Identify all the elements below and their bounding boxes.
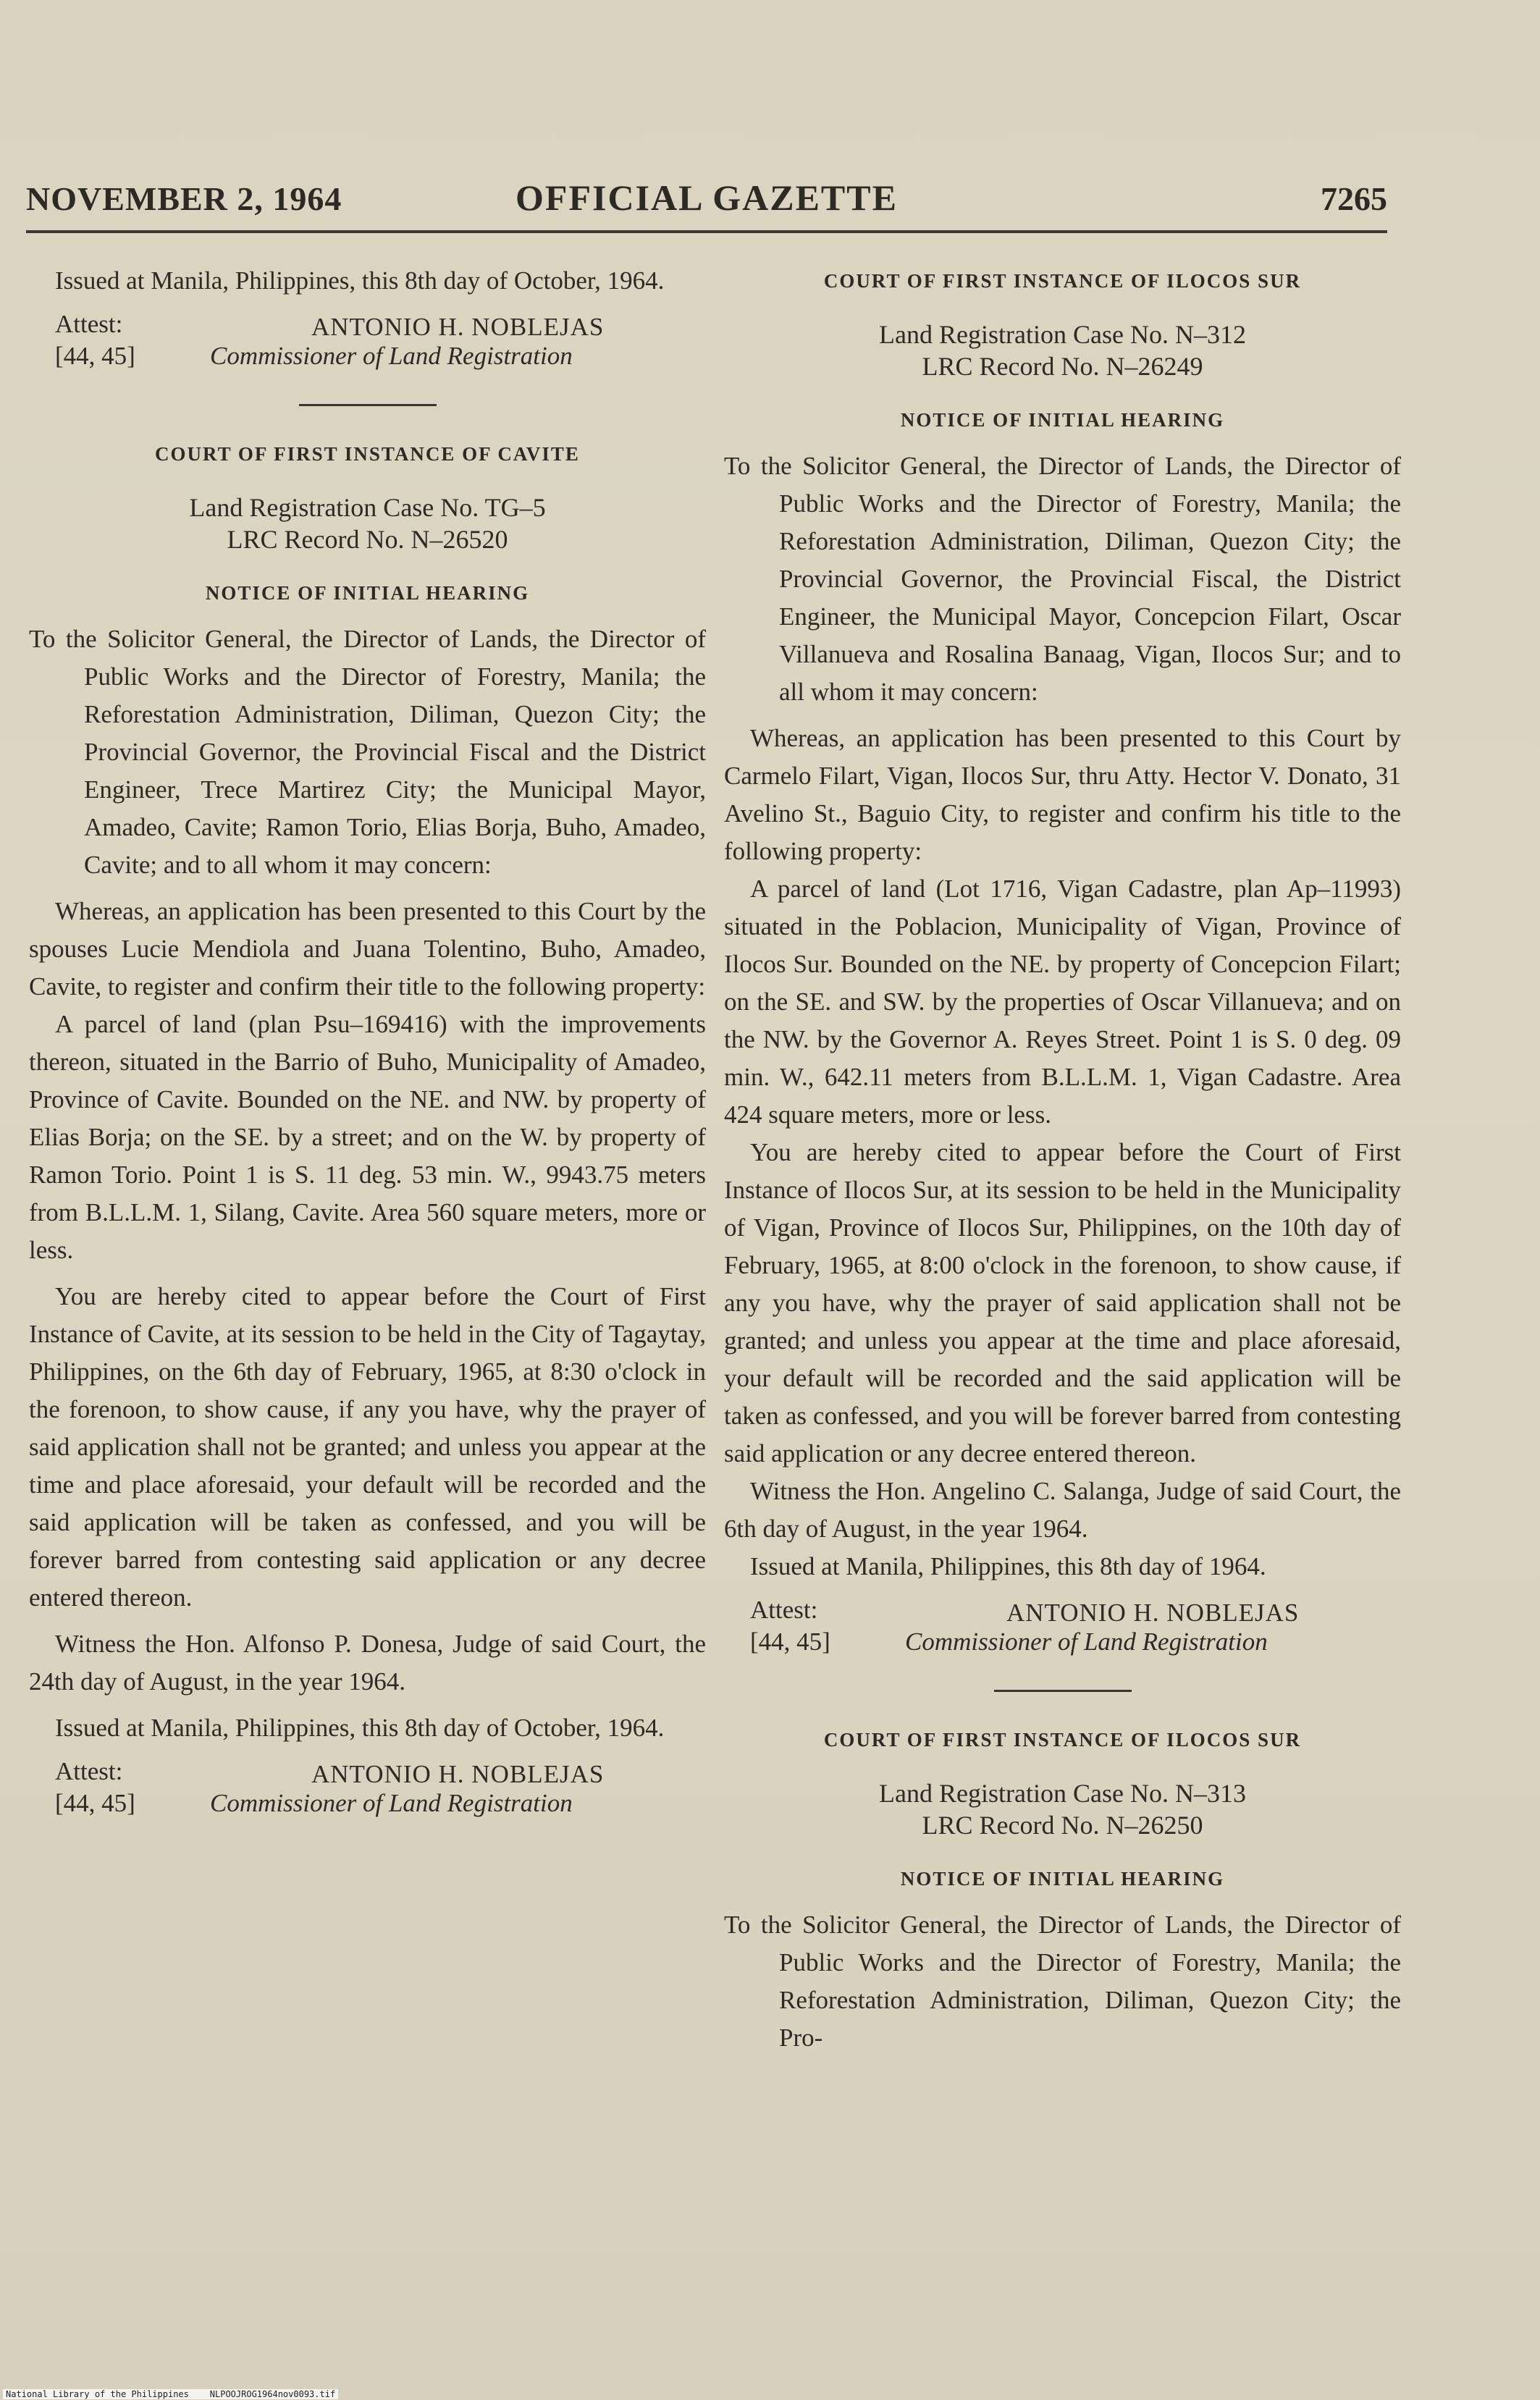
page-header	[26, 174, 1387, 224]
notice-heading: NOTICE OF INITIAL HEARING	[900, 409, 1225, 431]
attest-name: ANTONIO H. NOBLEJAS	[311, 313, 605, 341]
cited-paragraph: You are hereby cited to appear before the Court of First Instance of Ilocos Sur, at its session to be held in the Municipality of Vigan, Province of Ilocos Sur, Philippines, on the 10th day of February, 1965, at 8:00 o'clock in the forenoon, to show cause, if any you have, why the prayer of said application shall not be granted; and unless you appear at the time and place aforesaid, your default will be recorded and the said application will be taken as confessed, and you will be forever barred from contesting said application or any decree entered thereon.	[724, 1138, 1401, 1468]
addressees: To the Solicitor General, the Director of Lands, the Director of Public Works and the Director of Forestry, Manila; the Reforestation Administration, Diliman, Quezon City; the Provincial Governor, the Provincial Fiscal and the District Engineer, Trece Martirez City; the Municipal Mayor, Amadeo, Cavite; Ramon Torio, Elias Borja, Buho, Amadeo, Cavite; and to all whom it may concern:	[29, 625, 706, 879]
court-heading: COURT OF FIRST INSTANCE OF ILOCOS SUR	[823, 270, 1302, 292]
attest-title: Commissioner of Land Registration	[210, 1789, 573, 1817]
notice-heading: NOTICE OF INITIAL HEARING	[900, 1868, 1225, 1890]
parcel-paragraph: A parcel of land (plan Psu–169416) with the improvements thereon, situated in the Barrio of Buho, Municipality of Amadeo, Province of Cavite. Bounded on the NE. and NW. by property of Elias Borja; on the SE. by a street; and on the W. by property of Ramon Torio. Point 1 is S. 11 deg. 53 min. W., 9943.75 meters from B.L.L.M. 1, Silang, Cavite. Area 560 square meters, more or less.	[29, 1010, 706, 1264]
record-number: LRC Record No. N–26520	[227, 525, 508, 554]
court-heading: COURT OF FIRST INSTANCE OF CAVITE	[155, 443, 580, 465]
issued-paragraph: Issued at Manila, Philippines, this 8th day of 1964.	[750, 1552, 1266, 1580]
record-number: LRC Record No. N–26250	[922, 1811, 1203, 1840]
notice-heading: NOTICE OF INITIAL HEARING	[205, 582, 530, 604]
attest-number: [44, 45]	[55, 342, 135, 370]
header-date: NOVEMBER 2, 1964	[26, 180, 342, 217]
footer-library: National Library of the Philippines	[6, 2389, 189, 2399]
attest-title: Commissioner of Land Registration	[905, 1628, 1268, 1656]
attest-block	[724, 1594, 1401, 1661]
addressees: To the Solicitor General, the Director of Lands, the Director of Public Works and the Director of Forestry, Manila; the Reforestation Administration, Diliman, Quezon City; the Pro-	[724, 1911, 1401, 2052]
whereas-paragraph: Whereas, an application has been presented to this Court by the spouses Lucie Mendiola and Juana Tolentino, Buho, Amadeo, Cavite, to register and confirm their title to the following property:	[29, 897, 706, 1001]
addressees: To the Solicitor General, the Director of Lands, the Director of Public Works and the Director of Forestry, Manila; the Reforestation Administration, Diliman, Quezon City; the Provincial Governor, the Provincial Fiscal, the District Engineer, the Municipal Mayor, Concepcion Filart, Oscar Villanueva and Rosalina Banaag, Vigan, Ilocos Sur; and to all whom it may concern:	[724, 452, 1401, 706]
issued-paragraph: Issued at Manila, Philippines, this 8th day of October, 1964.	[55, 1714, 665, 1742]
attest-number: [44, 45]	[55, 1789, 135, 1817]
witness-paragraph: Witness the Hon. Angelino C. Salanga, Judge of said Court, the 6th day of August, in the year 1964.	[724, 1477, 1401, 1543]
attest-label: Attest:	[750, 1596, 818, 1624]
header-title: OFFICIAL GAZETTE	[516, 177, 898, 218]
attest-label: Attest:	[55, 310, 123, 338]
right-column	[724, 262, 1401, 2057]
whereas-paragraph: Whereas, an application has been presented to this Court by Carmelo Filart, Vigan, Ilocos Sur, thru Atty. Hector V. Donato, 31 Avelino St., Baguio City, to register and confirm his title to the following property:	[724, 724, 1401, 865]
parcel-paragraph: A parcel of land (Lot 1716, Vigan Cadastre, plan Ap–11993) situated in the Poblacion, Municipality of Vigan, Province of Ilocos Sur. Bounded on the NE. by property of Concepcion Filart; on the SE. and SW. by the properties of Oscar Villanueva; and on the NW. by the Governor A. Reyes Street. Point 1 is S. 0 deg. 09 min. W., 642.11 meters from B.L.L.M. 1, Vigan Cadastre. Area 424 square meters, more or less.	[724, 875, 1401, 1129]
header-rule	[26, 230, 1387, 233]
footer-file: NLPOOJROG1964nov0093.tif	[209, 2389, 336, 2399]
record-number: LRC Record No. N–26249	[922, 352, 1203, 381]
attest-name: ANTONIO H. NOBLEJAS	[1006, 1599, 1300, 1627]
attest-block	[29, 308, 706, 375]
witness-paragraph: Witness the Hon. Alfonso P. Donesa, Judge of said Court, the 24th day of August, in the year 1964.	[29, 1630, 706, 1696]
court-heading: COURT OF FIRST INSTANCE OF ILOCOS SUR	[823, 1729, 1302, 1751]
attest-block	[29, 1756, 706, 1822]
scan-footer	[3, 2389, 338, 2399]
attest-label: Attest:	[55, 1757, 123, 1785]
intro-issued: Issued at Manila, Philippines, this 8th day of October, 1964.	[55, 266, 665, 295]
attest-number: [44, 45]	[750, 1628, 830, 1656]
case-number: Land Registration Case No. N–312	[879, 320, 1246, 349]
header-page-number: 7265	[1321, 180, 1387, 217]
attest-title: Commissioner of Land Registration	[210, 342, 573, 370]
case-number: Land Registration Case No. N–313	[879, 1779, 1246, 1808]
case-number: Land Registration Case No. TG–5	[189, 493, 546, 522]
left-column	[29, 262, 706, 1822]
cited-paragraph: You are hereby cited to appear before the Court of First Instance of Cavite, at its session to be held in the City of Tagaytay, Philippines, on the 6th day of February, 1965, at 8:30 o'clock in the forenoon, to show cause, if any you have, why the prayer of said application shall not be granted; and unless you appear at the time and place aforesaid, your default will be recorded and the said application will be taken as confessed, and you will be forever barred from contesting said application or any decree entered thereon.	[29, 1282, 706, 1612]
attest-name: ANTONIO H. NOBLEJAS	[311, 1760, 605, 1788]
